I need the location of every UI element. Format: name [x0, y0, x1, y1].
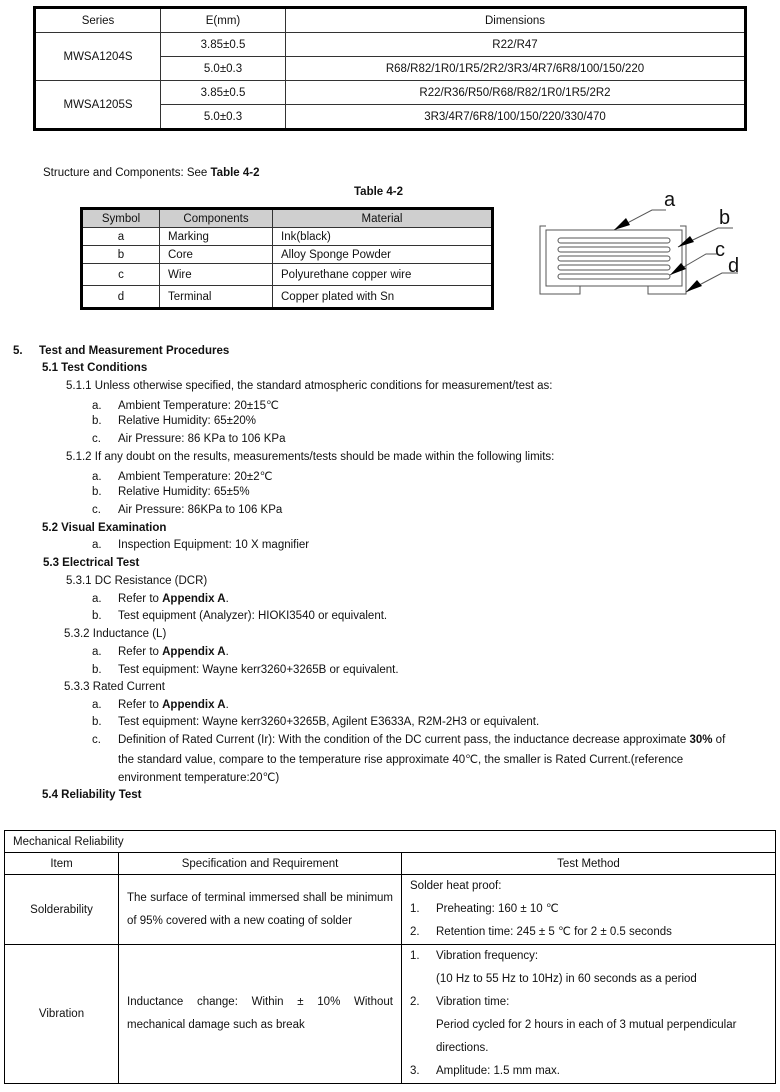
list-item [92, 433, 285, 445]
step-number: 2. [410, 926, 420, 938]
subsection-5-4-title: 5.4 Reliability Test [42, 789, 142, 801]
step-text: Retention time: 245 ± 5 ℃ for 2 ± 0.5 seconds [436, 926, 672, 938]
list-item [92, 539, 309, 551]
list-item [92, 610, 387, 622]
mechanical-reliability-table [4, 830, 776, 1084]
method-step [410, 921, 767, 944]
list-label: c. [92, 734, 101, 746]
symbol-cell: c [82, 264, 160, 286]
list-text: Test equipment: Wayne kerr3260+3265B, Agilent E3633A, R2M-2H3 or equivalent. [118, 716, 540, 728]
list-label: b. [92, 610, 102, 622]
list-item [92, 716, 539, 728]
step-text: Amplitude: 1.5 mm max. [436, 1065, 560, 1077]
method-step [410, 898, 767, 921]
header-item: Item [5, 853, 119, 875]
section-number: 5. [13, 345, 23, 357]
list-item [92, 398, 279, 412]
structure-intro-text: Structure and Components: See [43, 167, 211, 179]
step-detail: Period cycled for 2 hours in each of 3 mutual perpendicular directions. [436, 1019, 737, 1054]
list-text: Air Pressure: 86 KPa to 106 KPa [118, 433, 286, 445]
subsection-5-3-title: 5.3 Electrical Test [43, 557, 140, 569]
method-step [410, 945, 767, 968]
header-symbol: Symbol [82, 209, 160, 228]
list-text-continued: environment temperature:20℃) [118, 772, 280, 784]
paragraph-5-3-1: 5.3.1 DC Resistance (DCR) [66, 575, 208, 587]
inductor-structure-diagram [530, 180, 760, 310]
table-header-row [5, 853, 776, 875]
table-title: Mechanical Reliability [5, 831, 776, 853]
table-row [82, 246, 493, 264]
table-header-row [82, 209, 493, 228]
e-value: 3.85±0.5 [161, 81, 286, 105]
list-text: Refer to [118, 646, 163, 658]
step-number: 2. [410, 996, 420, 1008]
appendix-reference: Appendix A [162, 593, 226, 605]
list-text: Air Pressure: 86KPa to 106 KPa [118, 504, 283, 516]
material-cell: Alloy Sponge Powder [273, 246, 493, 264]
item-cell: Solderability [5, 875, 119, 945]
list-label: a. [92, 400, 102, 412]
method-step [410, 991, 767, 1014]
list-item [92, 469, 273, 483]
table-row [35, 81, 746, 105]
list-item [92, 593, 229, 605]
list-text-continued: the standard value, compare to the temperature rise approximate 40℃, the smaller is Rated Current.(reference [118, 754, 684, 766]
list-text: Relative Humidity: 65±5% [118, 486, 250, 498]
symbol-cell: d [82, 286, 160, 309]
component-cell: Terminal [160, 286, 273, 309]
table-row [5, 945, 776, 1084]
material-cell: Polyurethane copper wire [273, 264, 493, 286]
subsection-5-2-title: 5.2 Visual Examination [42, 522, 167, 534]
list-label: a. [92, 699, 102, 711]
dimensions-value: R68/R82/1R0/1R5/2R2/3R3/4R7/6R8/100/150/220 [286, 57, 746, 81]
symbol-cell: b [82, 246, 160, 264]
list-item [92, 664, 399, 676]
spec-cell: Inductance change: Within ± 10% Without mechanical damage such as break [119, 945, 402, 1084]
step-text: Vibration time: [436, 996, 510, 1008]
method-cell [402, 945, 776, 1084]
step-number: 1. [410, 903, 420, 915]
list-item [92, 646, 229, 658]
header-material: Material [273, 209, 493, 228]
step-number: 3. [410, 1065, 420, 1077]
header-test-method: Test Method [402, 853, 776, 875]
list-text: . [225, 593, 229, 605]
component-cell: Core [160, 246, 273, 264]
list-label: a. [92, 646, 102, 658]
list-label: b. [92, 664, 102, 676]
paragraph-5-3-2: 5.3.2 Inductance (L) [64, 628, 167, 640]
e-value: 5.0±0.3 [161, 105, 286, 130]
diagram-label-d: d [728, 255, 740, 277]
list-label: a. [92, 539, 102, 551]
component-cell: Marking [160, 228, 273, 246]
paragraph-5-1-1: 5.1.1 Unless otherwise specified, the standard atmospheric conditions for measurement/test as: [66, 380, 553, 392]
header-series: Series [35, 8, 161, 33]
list-text: Inspection Equipment: 10 X magnifier [118, 539, 310, 551]
spec-cell: The surface of terminal immersed shall be minimum of 95% covered with a new coating of solder [119, 875, 402, 945]
material-cell: Copper plated with Sn [273, 286, 493, 309]
table-caption: Table 4-2 [354, 186, 403, 198]
step-text: Preheating: 160 ± 10 ℃ [436, 903, 559, 915]
component-cell: Wire [160, 264, 273, 286]
item-cell: Vibration [5, 945, 119, 1084]
structure-intro [43, 167, 260, 179]
table-reference: Table 4-2 [210, 167, 260, 179]
material-cell: Ink(black) [273, 228, 493, 246]
header-components: Components [160, 209, 273, 228]
appendix-reference: Appendix A [162, 646, 226, 658]
list-item [92, 415, 256, 427]
list-label: a. [92, 593, 102, 605]
list-text: . [225, 646, 229, 658]
list-label: b. [92, 486, 102, 498]
table-row [5, 875, 776, 945]
diagram-label-b: b [719, 207, 731, 229]
list-text: Ambient Temperature: 20±2℃ [118, 471, 273, 483]
list-item [92, 486, 250, 498]
table-row [82, 228, 493, 246]
diagram-label-c: c [715, 239, 725, 261]
step-detail: (10 Hz to 55 Hz to 10Hz) in 60 seconds as a period [436, 973, 697, 985]
list-label: b. [92, 716, 102, 728]
subsection-5-1-title: 5.1 Test Conditions [42, 362, 148, 374]
header-spec: Specification and Requirement [119, 853, 402, 875]
dimensions-value: R22/R47 [286, 33, 746, 57]
table-row [35, 33, 746, 57]
series-name: MWSA1204S [35, 33, 161, 81]
dimensions-value: R22/R36/R50/R68/R82/1R0/1R5/2R2 [286, 81, 746, 105]
diagram-label-a: a [664, 189, 676, 211]
emphasis-value: 30% [689, 734, 713, 746]
list-item [92, 734, 725, 746]
header-e-mm: E(mm) [161, 8, 286, 33]
list-text: Test equipment (Analyzer): HIOKI3540 or equivalent. [118, 610, 388, 622]
list-text: of [712, 734, 726, 746]
dimensions-value: 3R3/4R7/6R8/100/150/220/330/470 [286, 105, 746, 130]
step-text: Vibration frequency: [436, 950, 539, 962]
list-label: c. [92, 504, 101, 516]
list-text: Ambient Temperature: 20±15℃ [118, 400, 279, 412]
list-label: c. [92, 433, 101, 445]
table-row [82, 264, 493, 286]
e-value: 5.0±0.3 [161, 57, 286, 81]
symbol-cell: a [82, 228, 160, 246]
series-dimensions-table [33, 6, 747, 131]
table-header-row [35, 8, 746, 33]
e-value: 3.85±0.5 [161, 33, 286, 57]
list-text: Test equipment: Wayne kerr3260+3265B or equivalent. [118, 664, 399, 676]
method-step [410, 1060, 767, 1083]
list-text: Definition of Rated Current (Ir): With the condition of the DC current pass, the inductance decrease approximate [118, 734, 690, 746]
section-title: Test and Measurement Procedures [39, 345, 230, 357]
method-intro: Solder heat proof: [410, 880, 502, 892]
list-text: Refer to [118, 593, 163, 605]
list-label: a. [92, 471, 102, 483]
series-name: MWSA1205S [35, 81, 161, 130]
list-item [92, 504, 282, 516]
step-number: 1. [410, 950, 420, 962]
list-text: . [225, 699, 229, 711]
paragraph-5-1-2: 5.1.2 If any doubt on the results, measurements/tests should be made within the following limits: [66, 451, 555, 463]
list-text: Relative Humidity: 65±20% [118, 415, 256, 427]
method-cell [402, 875, 776, 945]
list-item [92, 699, 229, 711]
components-table [80, 207, 494, 310]
list-label: b. [92, 415, 102, 427]
table-title-row [5, 831, 776, 853]
paragraph-5-3-3: 5.3.3 Rated Current [64, 681, 166, 693]
header-dimensions: Dimensions [286, 8, 746, 33]
table-row [82, 286, 493, 309]
appendix-reference: Appendix A [162, 699, 226, 711]
list-text: Refer to [118, 699, 163, 711]
